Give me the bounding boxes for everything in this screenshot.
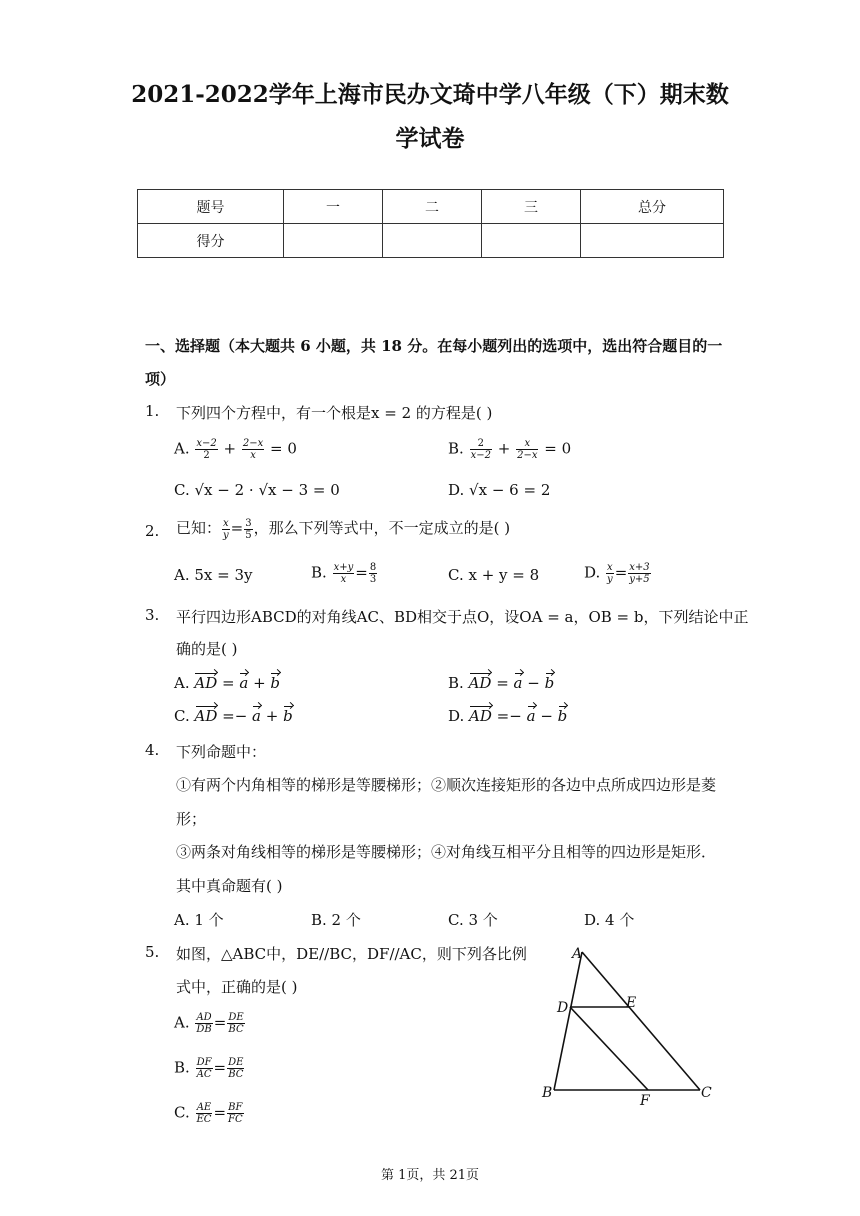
fraction: $\frac{x}{y}$ [223,517,229,541]
option-a[interactable]: A. 1 个 [174,911,224,929]
option-label: A. [174,1013,190,1032]
option-c[interactable]: C. AD =− a + b [174,707,293,725]
fraction: $\frac{DE}{BC}$ [228,1012,244,1035]
score-table-score-row [138,224,724,258]
question-prompt: 其中真命题有( ) [176,877,283,895]
option-label: D. [448,707,465,725]
table-cell: 题号 [138,190,284,224]
label-b: B [542,1085,553,1101]
option-b[interactable]: B. $\frac{x+y}{x}$ = $\frac{8}{3}$ [311,562,377,585]
table-cell[interactable] [284,224,383,258]
fraction: $\frac{DE}{BC}$ [228,1057,244,1080]
stem-text: ，那么下列等式中，不一定成立的是( ) [253,519,511,537]
fraction: $\frac{BF}{FC}$ [228,1102,243,1125]
fraction: $\frac{x+3}{y+5}$ [629,562,650,585]
option-label: A. [174,674,190,692]
proposition-line: ①有两个内角相等的梯形是等腰梯形；②顺次连接矩形的各边中点所成四边形是菱 [176,776,717,794]
option-label: B. [448,439,464,458]
triangle-figure [536,940,726,1105]
option-b[interactable]: B. 2 个 [311,911,361,929]
fraction: $\frac{3}{5}$ [245,517,252,541]
fraction: $\frac{x-2}{2}$ [196,438,217,461]
table-cell: 总分 [581,190,724,224]
question-number: 1. [145,402,160,420]
table-cell[interactable] [482,224,581,258]
question-stem-line1: 如图，△ABC中，DE//BC，DF//AC，则下列各比例 [176,945,527,963]
proposition-line: ③两条对角线相等的梯形是等腰梯形；④对角线互相平分且相等的四边形是矩形． [176,843,717,861]
label-c: C [701,1085,712,1101]
label-f: F [640,1093,650,1105]
option-c[interactable]: C. x + y = 8 [448,566,540,584]
option-d[interactable]: D. $\frac{x}{y}$ = $\frac{x+3}{y+5}$ [584,562,650,585]
option-a[interactable]: A. 5x = 3y [174,566,253,584]
fraction: $\frac{AE}{EC}$ [196,1102,212,1125]
fraction: $\frac{x}{y}$ [607,562,613,585]
option-label: B. [448,674,464,692]
option-b[interactable]: B. AD = a − b [448,674,555,692]
option-c[interactable] [174,481,340,499]
option-label: C. [174,1103,190,1122]
stem-text: 已知： [176,519,222,537]
option-a[interactable]: A. $\frac{AD}{DB}$ = $\frac{DE}{BC}$ [174,1012,244,1035]
segment-df [570,1007,648,1090]
option-c[interactable]: C. 3 个 [448,911,498,929]
fraction: $\frac{x+y}{x}$ [333,562,354,585]
question-number: 3. [145,606,160,624]
question-stem: 已知： $\frac{x}{y}$ = $\frac{3}{5}$ ，那么下列等式中，不一定成立的是( ) [176,517,511,541]
option-label: B. [311,563,327,582]
fraction: $\frac{2}{x-2}$ [470,438,491,461]
label-d: D [557,1000,569,1016]
option-label: C. [174,481,190,499]
question-stem-line2: 确的是( ) [176,640,238,658]
fraction: $\frac{x}{2-x}$ [517,438,538,461]
question-stem-line2: 式中，正确的是( ) [176,978,298,996]
score-table-header-row [138,190,724,224]
proposition-line: 形； [176,810,207,828]
page-title-line2: 学试卷 [395,125,465,152]
label-a: A [572,946,583,962]
option-d[interactable]: D. 4 个 [584,911,635,929]
option-label: A. [174,439,190,458]
side-ab [554,952,582,1090]
side-ac [582,952,700,1090]
page-title-line1: 2021-2022学年上海市民办文琦中学八年级（下）期末数 [131,81,729,108]
option-label: C. [174,707,190,725]
question-number: 2. [145,522,160,540]
section-heading-line1: 一、选择题（本大题共 6 小题，共 18 分。在每小题列出的选项中，选出符合题目的一 [145,337,723,355]
option-c[interactable]: C. $\frac{AE}{EC}$ = $\frac{BF}{FC}$ [174,1102,243,1125]
table-cell: 三 [482,190,581,224]
fraction: $\frac{2-x}{x}$ [242,438,264,461]
table-cell: 一 [284,190,383,224]
table-cell[interactable] [383,224,482,258]
table-cell: 二 [383,190,482,224]
option-label: D. [584,563,601,582]
option-label: B. [174,1058,190,1077]
section-heading-line2: 项） [145,370,176,388]
option-a[interactable]: A. AD = a + b [174,674,281,692]
option-text: √x − 2 · √x − 3 = 0 [194,481,340,499]
table-cell[interactable] [581,224,724,258]
question-number: 4. [145,741,160,759]
option-d[interactable]: D. AD =− a − b [448,707,568,725]
option-a[interactable]: A. $\frac{x-2}{2}$ + $\frac{2-x}{x}$ = 0 [174,438,297,461]
option-text: √x − 6 = 2 [469,481,551,499]
question-stem: 下列命题中： [176,743,267,761]
option-d[interactable] [448,481,550,499]
label-e: E [626,995,637,1011]
option-b[interactable]: B. $\frac{DF}{AC}$ = $\frac{DE}{BC}$ [174,1057,244,1080]
fraction: $\frac{AD}{DB}$ [196,1012,212,1035]
page-footer: 第 1页，共 21页 [380,1168,480,1183]
question-stem-line1: 平行四边形ABCD的对角线AC、BD相交于点O，设OA = a，OB = b，下列结论中正 [176,608,749,626]
question-stem: 下列四个方程中，有一个根是x = 2 的方程是( ) [176,404,493,422]
option-b[interactable]: B. $\frac{2}{x-2}$ + $\frac{x}{2-x}$ = 0 [448,438,572,461]
option-label: D. [448,481,465,499]
question-number: 5. [145,943,160,961]
score-table [137,189,724,258]
fraction: $\frac{DF}{AC}$ [196,1057,212,1080]
table-cell: 得分 [138,224,284,258]
fraction: $\frac{8}{3}$ [369,562,377,585]
